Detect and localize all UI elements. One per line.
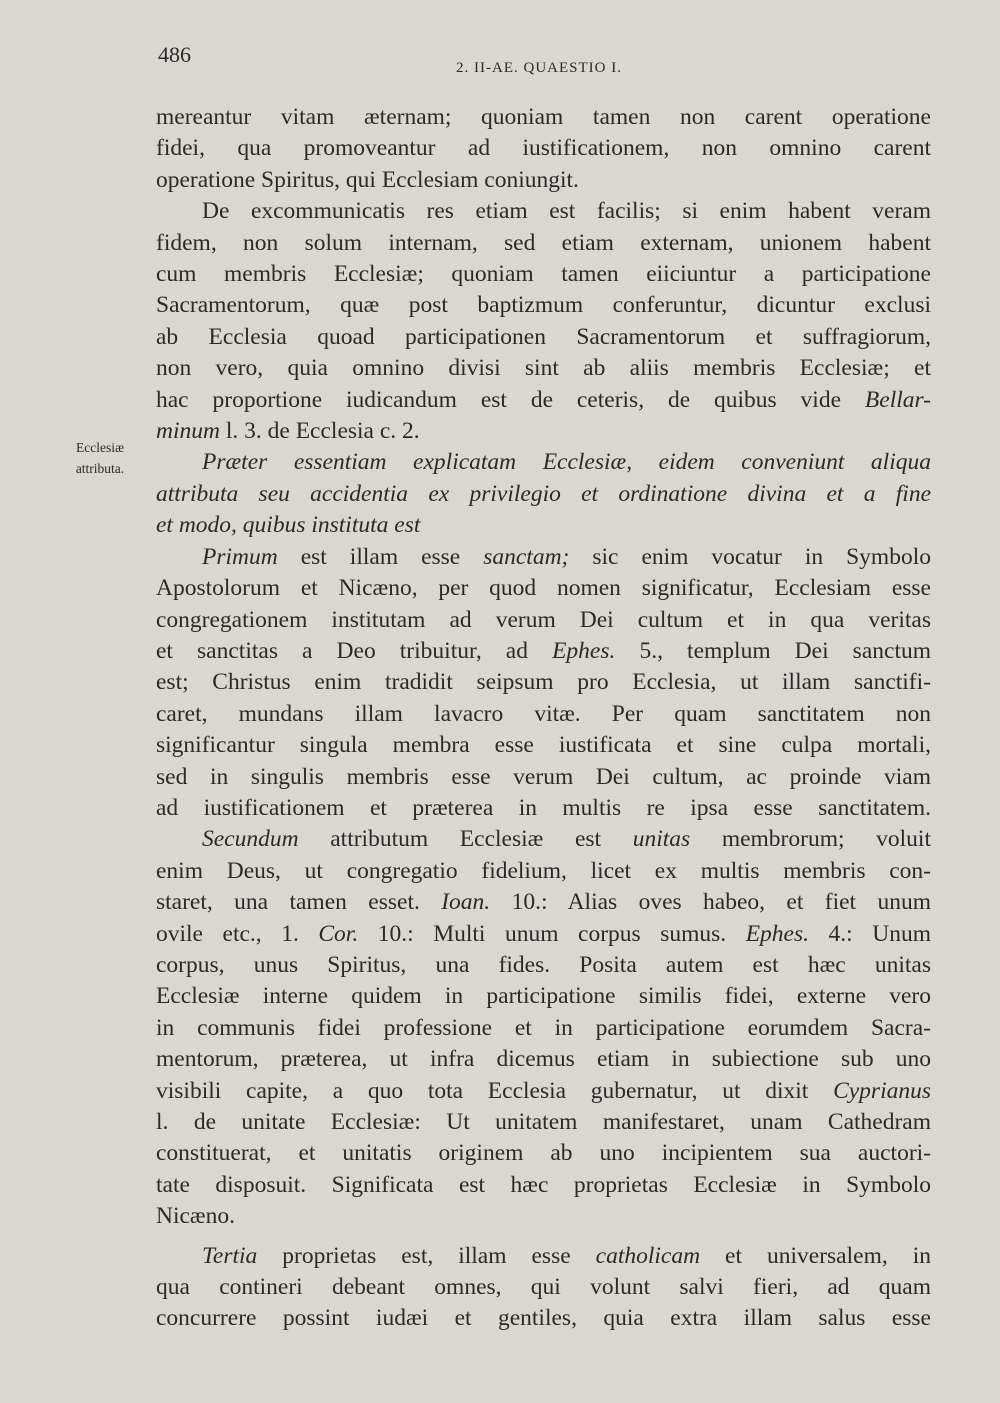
citation-bellarminum: Bellar- — [864, 386, 931, 413]
text-line: caret, mundans illam lavacro vitæ. Per quam sanctitatem non — [156, 700, 931, 727]
text-line: enim Deus, ut congregatio fidelium, licet ex multis membris con- — [156, 857, 931, 884]
text-line: mereantur vitam æternam; quoniam tamen non carent operatione — [156, 104, 931, 130]
text-line: cum membris Ecclesiæ; quoniam tamen eiiciuntur a participatione — [156, 261, 931, 288]
term-sanctam: sanctam; — [483, 543, 570, 570]
text-line: non vero, quia omnino divisi sint ab aliis membris Ecclesiæ; et — [156, 355, 931, 382]
text-line: in communis fidei professione et in participatione eorumdem Sacra- — [156, 1014, 931, 1041]
term-secundum: Secundum — [202, 826, 299, 853]
citation-ephes: Ephes. — [745, 920, 810, 947]
text-run: 4.: Unum — [809, 920, 931, 947]
text-line: congregationem institutam ad verum Dei cultum et in qua veritas — [156, 606, 931, 633]
paragraph-secundum — [156, 824, 931, 1232]
italic-line: et modo, quibus instituta est — [156, 512, 421, 539]
text-run: staret, una tamen esset. — [156, 889, 442, 916]
text-line — [156, 1076, 931, 1107]
citation-cor: Cor. — [318, 920, 359, 947]
text-run: visibili capite, a quo tota Ecclesia gubernatur, ut dixit — [156, 1077, 834, 1104]
text-run: 10.: Multi unum corpus sumus. — [358, 920, 746, 947]
text-run: proprietas est, illam esse — [257, 1242, 596, 1269]
text-run: est illam esse — [277, 543, 484, 570]
term-catholicam: catholicam — [595, 1242, 701, 1269]
text-run: l. 3. de Ecclesia c. 2. — [219, 418, 420, 445]
text-run: hac proportione iudicandum est de ceteris, de quibus vide — [156, 386, 865, 413]
text-run: et sanctitas a Deo tribuitur, ad — [156, 637, 553, 664]
text-line: qua contineri debeant omnes, qui volunt salvi fieri, ad quam — [156, 1274, 931, 1301]
text-line: operatione Spiritus, qui Ecclesiam coniungit. — [156, 166, 579, 193]
body-text — [156, 102, 931, 1335]
text-run: ovile etc., 1. — [156, 920, 319, 947]
running-title: 2. II-AE. QUAESTIO I. — [456, 60, 622, 76]
text-line: concurrere possint iudæi et gentiles, quia extra illam salus esse — [156, 1305, 931, 1332]
text-line — [156, 542, 931, 573]
text-run: 10.: Alias oves habeo, et fiet unum — [490, 889, 931, 916]
text-line: ad iustificationem et præterea in multis re ipsa esse sanctitatem. — [156, 794, 931, 821]
citation-ephes: Ephes. — [552, 637, 616, 664]
text-line — [156, 416, 931, 447]
text-run: attributum Ecclesiæ est — [298, 826, 633, 853]
term-tertia: Tertia — [202, 1242, 258, 1269]
text-line: fidem, non solum internam, sed etiam externam, unionem habent — [156, 229, 931, 256]
paragraph-excommunicatis — [156, 196, 931, 447]
text-line: mentorum, præterea, ut infra dicemus etiam in subiectione sub uno — [156, 1046, 931, 1073]
italic-line: attributa seu accidentia ex privilegio et ordinatione divina et a fine — [156, 480, 931, 507]
text-line: Ecclesiæ interne quidem in participatione similis fidei, externe vero — [156, 983, 931, 1010]
margin-note-line: Ecclesiæ — [76, 440, 124, 455]
text-line: est; Christus enim tradidit seipsum pro Ecclesia, ut illam sanctifi- — [156, 669, 931, 696]
italic-line: Præter essentiam explicatam Ecclesiæ, eidem conveniunt aliqua — [202, 449, 931, 476]
text-line: l. de unitate Ecclesiæ: Ut unitatem manifestaret, unam Cathedram — [156, 1109, 931, 1135]
text-line: Sacramentorum, quæ post baptizmum conferuntur, dicuntur exclusi — [156, 292, 931, 319]
term-unitas: unitas — [632, 826, 691, 853]
text-line: corpus, unus Spiritus, una fides. Posita autem est hæc unitas — [156, 951, 931, 978]
text-run: membrorum; voluit — [690, 826, 931, 853]
page-number: 486 — [158, 42, 191, 67]
text-line — [156, 385, 931, 416]
text-line: significantur singula membra esse iustificata et sine culpa mortali, — [156, 732, 931, 759]
text-line — [156, 1241, 931, 1272]
term-primum: Primum — [202, 543, 278, 570]
text-line: constituerat, et unitatis originem ab uno incipientem sua auctori- — [156, 1140, 931, 1167]
text-line: Apostolorum et Nicæno, per quod nomen significatur, Ecclesiam esse — [156, 575, 931, 602]
text-line — [156, 636, 931, 667]
paragraph-attributa — [156, 447, 931, 541]
text-line: fidei, qua promoveantur ad iustificationem, non omnino carent — [156, 135, 931, 162]
text-run: 5., templum Dei sanctum — [615, 637, 932, 664]
text-line: De excommunicatis res etiam est facilis; si enim habent veram — [202, 198, 931, 225]
paragraph-primum — [156, 542, 931, 825]
text-line: tate disposuit. Significata est hæc proprietas Ecclesiæ in Symbolo — [156, 1171, 931, 1198]
text-line — [156, 887, 931, 918]
text-line — [156, 919, 931, 950]
citation-ioan: Ioan. — [441, 889, 491, 916]
text-line: Nicæno. — [156, 1203, 235, 1230]
citation-cyprianus: Cyprianus — [833, 1077, 931, 1104]
text-line: ab Ecclesia quoad participationen Sacramentorum et suffragiorum, — [156, 323, 931, 350]
text-line: sed in singulis membris esse verum Dei cultum, ac proinde viam — [156, 763, 931, 790]
text-line — [156, 824, 931, 855]
citation-bellarminum-cont: minum — [156, 418, 220, 445]
margin-note — [60, 437, 140, 479]
text-run: et universalem, in — [700, 1242, 931, 1269]
text-run: sic enim vocatur in Symbolo — [569, 543, 931, 570]
paragraph-continuation — [156, 102, 931, 196]
paragraph-tertia — [156, 1241, 931, 1335]
margin-note-line: attributa. — [75, 461, 125, 476]
